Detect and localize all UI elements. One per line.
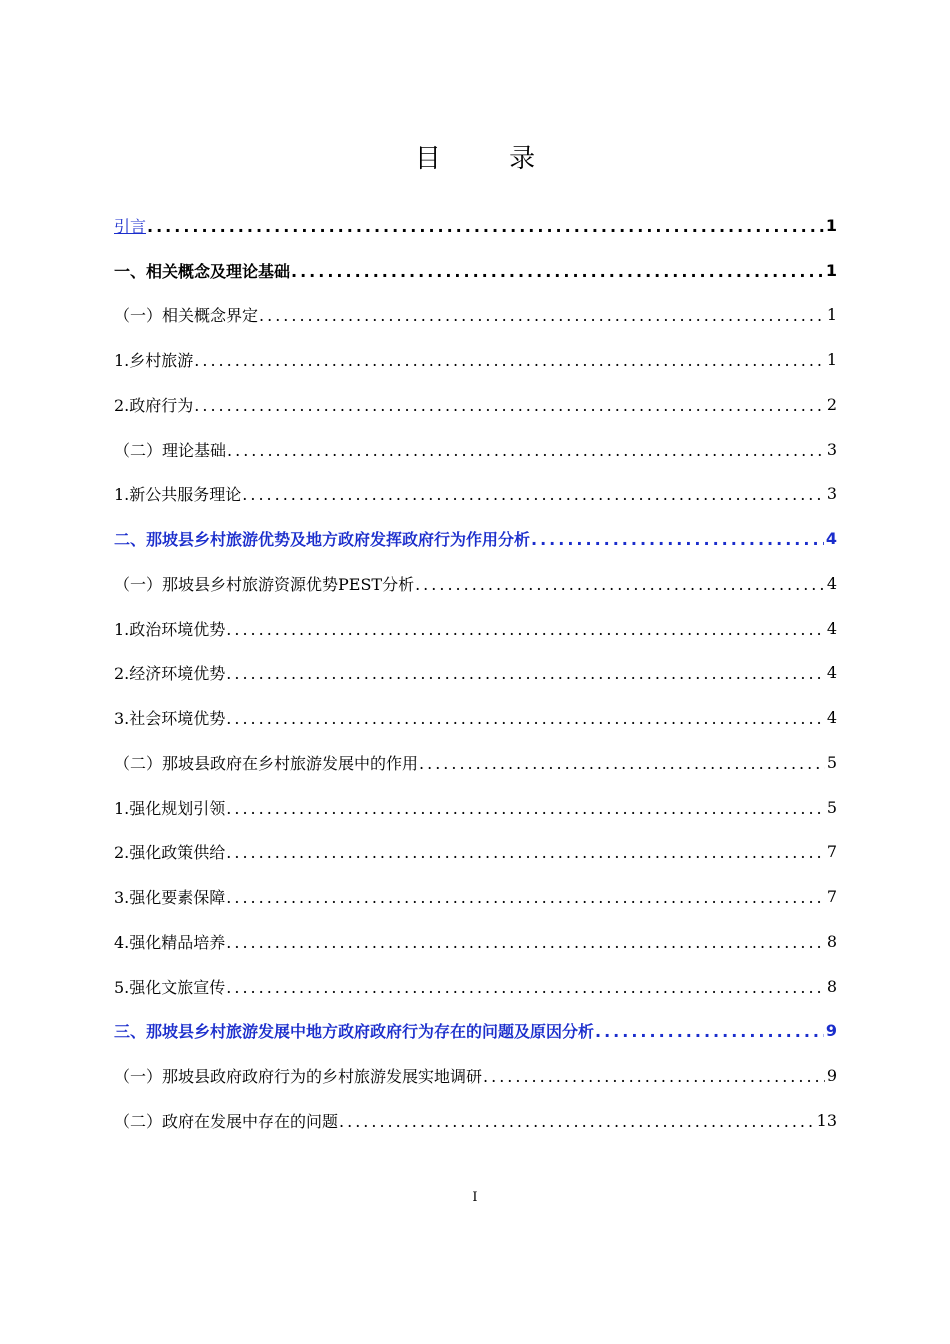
toc-entry-page: 4 — [826, 708, 837, 728]
toc-leader-dots — [226, 933, 825, 952]
toc-leader-dots — [259, 306, 825, 325]
toc-leader-dots — [226, 709, 825, 728]
toc-leader-dots — [595, 1022, 824, 1041]
page-title: 目 录 — [414, 144, 566, 174]
toc-entry-label: 1.政治环境优势 — [114, 619, 226, 639]
toc-leader-dots — [227, 441, 825, 460]
toc-entry-section-3-2[interactable] — [114, 1098, 837, 1143]
toc-leader-dots — [226, 888, 825, 907]
toc-entry-label: （二）那坡县政府在乡村旅游发展中的作用 — [114, 753, 419, 773]
toc-entry-label: 2.经济环境优势 — [114, 664, 226, 684]
toc-leader-dots — [531, 530, 824, 549]
toc-entry-label: （一）那坡县乡村旅游资源优势PEST分析 — [114, 574, 415, 594]
toc-entry-item-2-2-4[interactable] — [114, 919, 837, 964]
toc-entry-label: 5.强化文旅宣传 — [114, 977, 226, 997]
toc-entry-label: 2.政府行为 — [114, 395, 194, 415]
toc-leader-dots — [226, 620, 825, 639]
toc-entry-page: 2 — [826, 394, 837, 414]
toc-leader-dots — [194, 351, 825, 370]
toc-entry-label: （一）相关概念界定 — [114, 306, 259, 326]
toc-entry-page: 3 — [826, 484, 837, 504]
toc-entry-item-2-1-1[interactable] — [114, 606, 837, 651]
toc-entry-label: 4.强化精品培养 — [114, 932, 226, 952]
toc-entry-page: 4 — [825, 529, 837, 549]
toc-entry-item-1-1-2[interactable] — [114, 382, 837, 427]
toc-leader-dots — [226, 978, 825, 997]
toc-entry-page: 1 — [825, 260, 837, 280]
toc-entry-page: 8 — [826, 976, 837, 996]
toc-entry-page: 1 — [825, 215, 837, 235]
toc-entry-label: 3.社会环境优势 — [114, 709, 226, 729]
toc-entry-introduction[interactable] — [114, 203, 837, 248]
toc-leader-dots — [194, 396, 825, 415]
toc-entry-item-2-2-3[interactable] — [114, 874, 837, 919]
toc-entry-page: 1 — [826, 305, 837, 325]
toc-leader-dots — [415, 575, 825, 594]
toc-entry-item-2-2-1[interactable] — [114, 785, 837, 830]
toc-entry-page: 9 — [826, 1066, 837, 1086]
toc-entry-page: 7 — [826, 842, 837, 862]
toc-entry-label: 三、那坡县乡村旅游发展中地方政府政府行为存在的问题及原因分析 — [114, 1022, 595, 1042]
page-number-footer: I — [472, 1190, 478, 1205]
toc-leader-dots — [226, 843, 825, 862]
toc-entry-page: 7 — [826, 887, 837, 907]
toc-entry-page: 5 — [826, 797, 837, 817]
toc-entry-section-2-2[interactable] — [114, 740, 837, 785]
toc-entry-page: 4 — [826, 573, 837, 593]
toc-entry-page: 13 — [816, 1110, 837, 1130]
toc-leader-dots — [483, 1067, 825, 1086]
toc-entry-label: 1.强化规划引领 — [114, 798, 226, 818]
toc-entry-label: 1.新公共服务理论 — [114, 485, 242, 505]
toc-entry-section-3-1[interactable] — [114, 1053, 837, 1098]
toc-entry-item-2-1-2[interactable] — [114, 651, 837, 696]
toc-entry-label: （二）政府在发展中存在的问题 — [114, 1111, 339, 1131]
toc-leader-dots — [419, 754, 825, 773]
toc-entry-item-2-1-3[interactable] — [114, 695, 837, 740]
toc-entry-label: 二、那坡县乡村旅游优势及地方政府发挥政府行为作用分析 — [114, 530, 531, 550]
toc-leader-dots — [291, 262, 824, 281]
toc-entry-label: 3.强化要素保障 — [114, 888, 226, 908]
toc-entry-page: 5 — [826, 752, 837, 772]
toc-entry-label: （二）理论基础 — [114, 440, 227, 460]
toc-leader-dots — [339, 1112, 815, 1131]
toc-entry-page: 4 — [826, 663, 837, 683]
toc-entry-section-1-1[interactable] — [114, 293, 837, 338]
toc-entry-label[interactable]: 引言 — [114, 216, 147, 236]
toc-entry-item-1-1-1[interactable] — [114, 337, 837, 382]
toc-leader-dots — [147, 217, 824, 236]
toc-entry-page: 1 — [826, 350, 837, 370]
table-of-contents — [114, 203, 837, 1143]
toc-entry-page: 9 — [825, 1021, 837, 1041]
toc-entry-item-2-2-5[interactable] — [114, 964, 837, 1009]
toc-leader-dots — [242, 485, 825, 504]
toc-entry-label: 1.乡村旅游 — [114, 351, 194, 371]
toc-leader-dots — [226, 664, 825, 683]
toc-entry-page: 3 — [826, 439, 837, 459]
toc-entry-label: 2.强化政策供给 — [114, 843, 226, 863]
toc-entry-section-1-2[interactable] — [114, 427, 837, 472]
toc-entry-label: 一、相关概念及理论基础 — [114, 261, 291, 281]
toc-entry-chapter-2[interactable] — [114, 516, 837, 561]
toc-entry-section-2-1[interactable] — [114, 561, 837, 606]
toc-entry-chapter-1[interactable] — [114, 248, 837, 293]
toc-entry-page: 4 — [826, 618, 837, 638]
toc-entry-label: （一）那坡县政府政府行为的乡村旅游发展实地调研 — [114, 1067, 483, 1087]
toc-entry-item-1-2-1[interactable] — [114, 472, 837, 517]
toc-entry-page: 8 — [826, 931, 837, 951]
toc-entry-chapter-3[interactable] — [114, 1009, 837, 1054]
toc-leader-dots — [226, 799, 825, 818]
toc-entry-item-2-2-2[interactable] — [114, 830, 837, 875]
